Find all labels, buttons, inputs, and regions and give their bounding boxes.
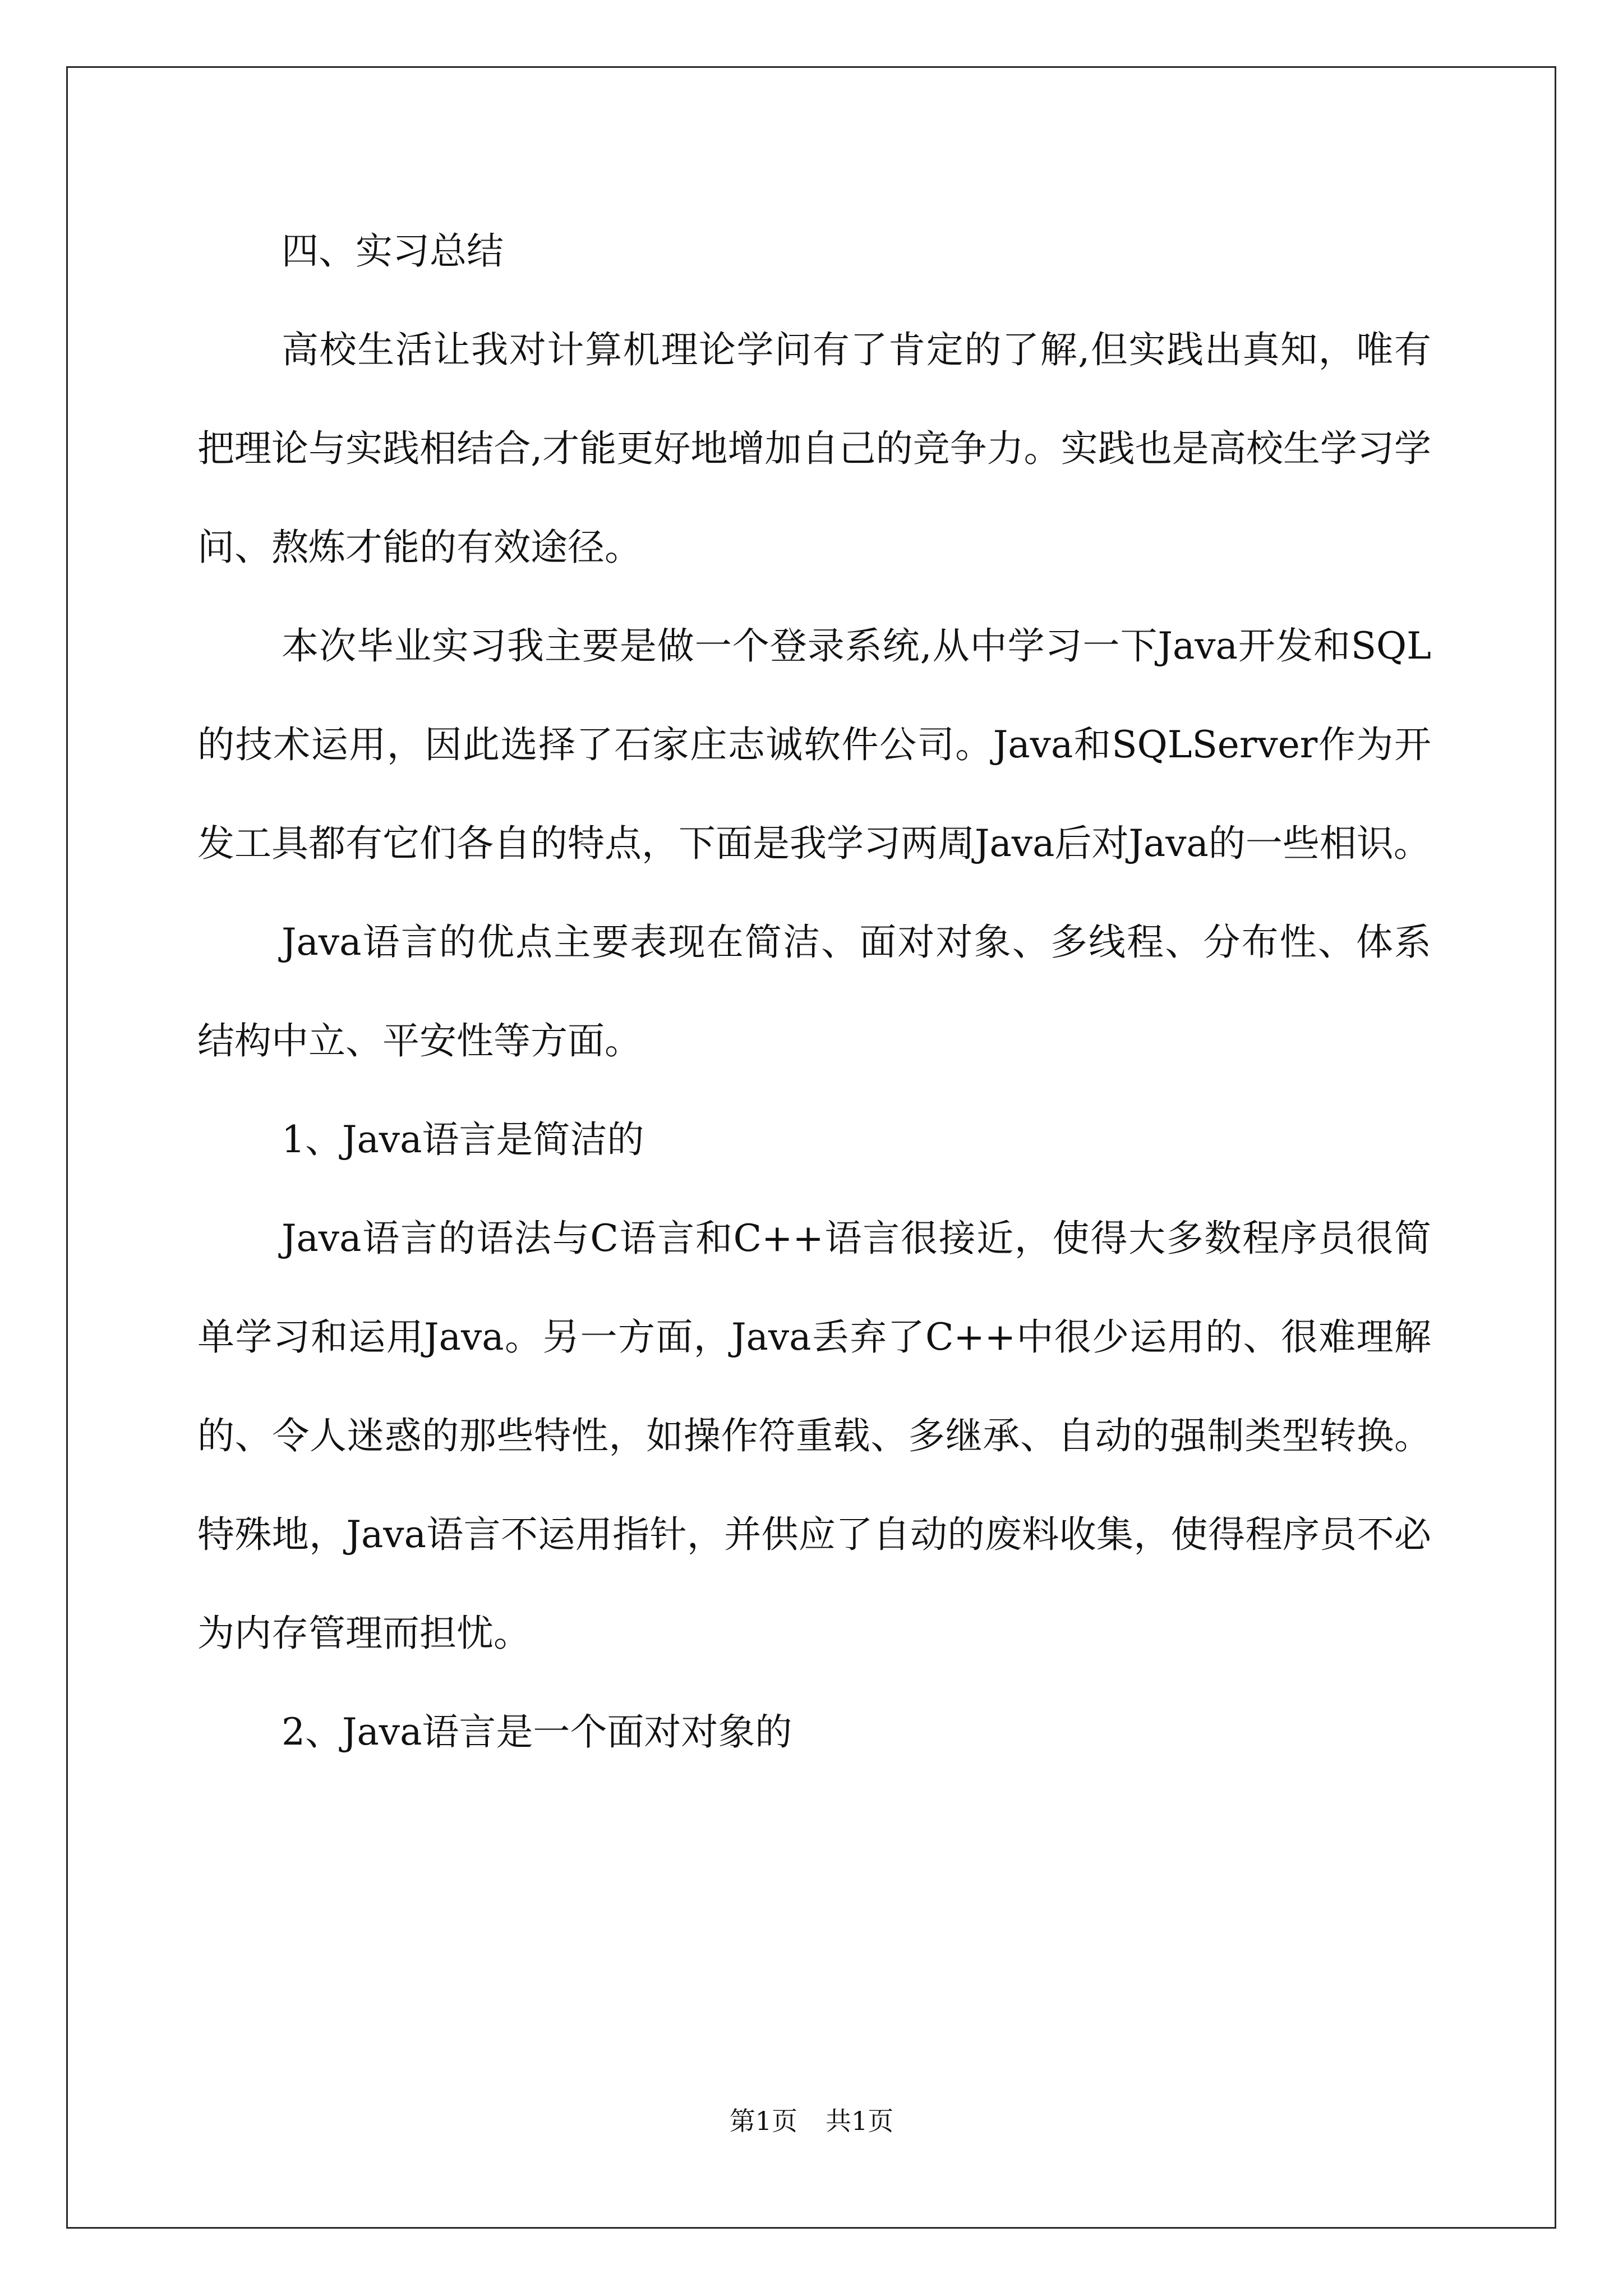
- section-heading: 四、实习总结: [282, 229, 504, 273]
- page-footer: [0, 2101, 1623, 2138]
- paragraph: Java语言的优点主要表现在简洁、面对对象、多线程、分布性、体系结构中立、平安性等方面。: [197, 921, 1431, 1062]
- page-number: 第1页: [729, 2106, 797, 2136]
- page-total: 共1页: [826, 2106, 894, 2136]
- subsection-heading: 2、Java语言是一个面对对象的: [282, 1710, 792, 1754]
- paragraph: 本次毕业实习我主要是做一个登录系统,从中学习一下Java开发和SQL的技术运用，因此选择了石家庄志诚软件公司。Java和SQLServer作为开发工具都有它们各自的特点，下面是我学习两周Java后对Java的一些相识。: [197, 624, 1431, 865]
- document-body: [197, 202, 1431, 1782]
- subsection-heading: 1、Java语言是简洁的: [282, 1118, 644, 1161]
- paragraph: Java语言的语法与C语言和C++语言很接近，使得大多数程序员很简单学习和运用Java。另一方面，Java丢弃了C++中很少运用的、很难理解的、令人迷惑的那些特性，如操作符重载、多继承、自动的强制类型转换。特殊地，Java语言不运用指针，并供应了自动的废料收集，使得程序员不必为内存管理而担忧。: [197, 1217, 1431, 1655]
- paragraph: 高校生活让我对计算机理论学问有了肯定的了解,但实践出真知，唯有把理论与实践相结合,才能更好地增加自己的竞争力。实践也是高校生学习学问、熬炼才能的有效途径。: [197, 328, 1431, 569]
